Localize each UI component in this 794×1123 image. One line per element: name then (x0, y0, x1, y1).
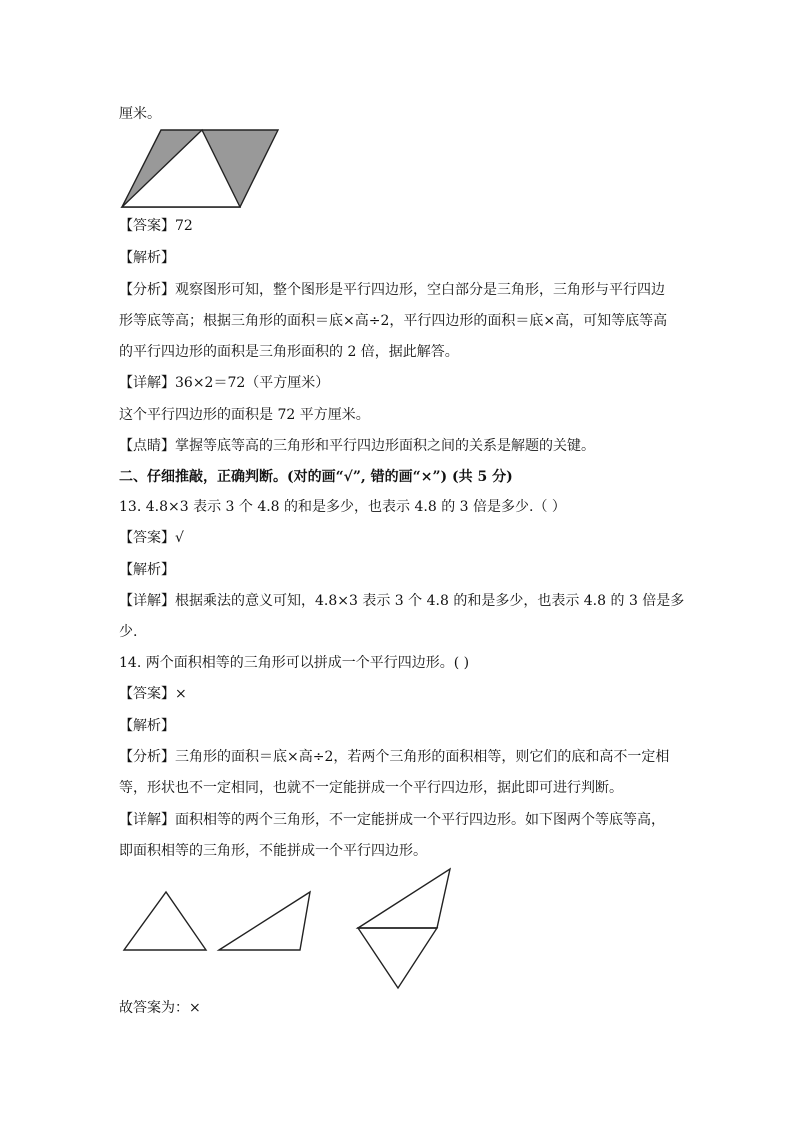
q14-analysis-line-1: 【分析】三角形的面积＝底×高÷2，若两个三角形的面积相等，则它们的底和高不一定相 (119, 749, 670, 765)
q13-question: 13. 4.8×3 表示 3 个 4.8 的和是多少，也表示 4.8 的 3 倍是多少.（ ） (119, 499, 566, 515)
q14-answer: 【答案】× (119, 686, 187, 702)
q14-detail-line-1: 【详解】面积相等的两个三角形，不一定能拼成一个平行四边形。如下图两个等底等高， (119, 812, 665, 828)
q14-jiexi: 【解析】 (119, 718, 175, 734)
q12-analysis-line-3: 的平行四边形的面积是三角形面积的 2 倍，据此解答。 (119, 344, 459, 360)
isosceles-triangle (124, 892, 206, 950)
q12-point: 【点睛】掌握等底等高的三角形和平行四边形面积之间的关系是解题的关键。 (119, 438, 595, 454)
q13-jiexi: 【解析】 (119, 562, 175, 578)
q12-answer: 【答案】72 (119, 218, 193, 234)
q12-analysis-line-2: 形等底等高；根据三角形的面积＝底×高÷2，平行四边形的面积＝底×高，可知等底等高 (119, 313, 668, 329)
q12-jiexi: 【解析】 (119, 250, 175, 266)
parallelogram-figure (118, 126, 288, 212)
triangles-figure (118, 864, 478, 994)
combined-bottom-triangle (358, 928, 437, 988)
q12-analysis-line-1: 【分析】观察图形可知，整个图形是平行四边形，空白部分是三角形，三角形与平行四边 (119, 282, 665, 298)
q14-final-answer: 故答案为：× (119, 1000, 201, 1016)
q12-detail: 【详解】36×2＝72（平方厘米） (119, 375, 330, 391)
combined-top-triangle (358, 869, 450, 928)
q14-analysis-line-2: 等，形状也不一定相同，也就不一定能拼成一个平行四边形，据此即可进行判断。 (119, 780, 623, 796)
obtuse-triangle (219, 892, 310, 950)
q13-detail-line-1: 【详解】根据乘法的意义可知，4.8×3 表示 3 个 4.8 的和是多少，也表示 4.8 的 3 倍是多 (119, 593, 685, 609)
q14-detail-line-2: 即面积相等的三角形，不能拼成一个平行四边形。 (119, 843, 427, 859)
top-unit-text: 厘米。 (119, 106, 161, 122)
q14-question: 14. 两个面积相等的三角形可以拼成一个平行四边形。( ) (119, 655, 470, 671)
q13-answer: 【答案】√ (119, 530, 184, 546)
q12-conclusion: 这个平行四边形的面积是 72 平方厘米。 (119, 407, 370, 423)
q13-detail-line-2: 少. (119, 624, 138, 640)
section-2-heading: 二、仔细推敲，正确判断。(对的画“√”, 错的画“×”) (共 5 分) (119, 469, 513, 485)
